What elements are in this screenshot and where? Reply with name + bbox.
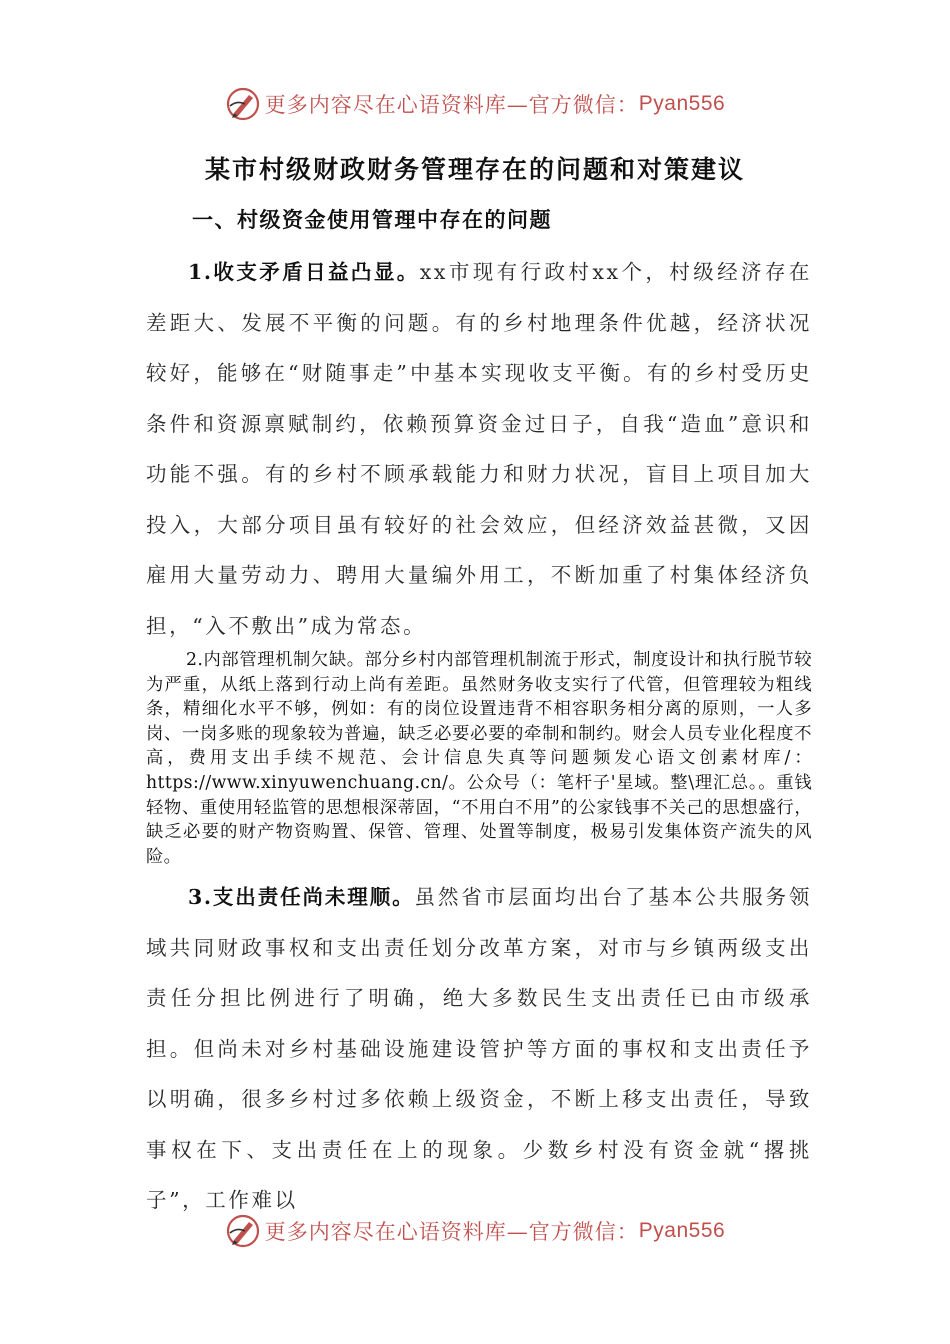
paragraph-1 (146, 247, 812, 651)
banner-wechat-id: Pyan556 (638, 92, 726, 115)
paragraph-3-body: 虽然省市层面均出台了基本公共服务领域共同财政事权和支出责任划分改革方案，对市与乡镇两级支出责任分担比例进行了明确，绝大多数民生支出责任已由市级承担。但尚未对乡村基础设施建设管护等方面的事权和支出责任予以明确，很多乡村过多依赖上级资金，不断上移支出责任，导致事权在下、支出责任在上的现象。少数乡村没有资金就“撂挑子”，工作难以 (146, 885, 812, 1212)
pen-logo-icon (225, 1213, 261, 1249)
paragraph-3 (146, 872, 812, 1212)
paragraph-2: 2.内部管理机制欠缺。部分乡村内部管理机制流于形式，制度设计和执行脱节较为严重，从纸上落到行动上尚有差距。虽然财务收支实行了代管，但管理较为粗线条，精细化水平不够，例如：有的岗位设置违背不相容职务相分离的原则，一人多岗、一岗多账的现象较为普遍，缺乏必要必要的牵制和制约。财会人员专业化程度不高，费用支出手续不规范、会计信息失真等问题频发心语文创素材库/：https://www.xinyuwenchuang.cn/。公众号（：笔杆子'星域。整\理汇总。。重钱轻物、重使用轻监管的思想根深蒂固，“不用白不用”的公家钱事不关己的思想盛行，缺乏必要的财产物资购置、保管、管理、处置等制度，极易引发集体资产流失的风险。 (146, 650, 812, 867)
paragraph-1-lead: 1.收支矛盾日益凸显。 (188, 260, 420, 284)
section-heading: 一、村级资金使用管理中存在的问题 (192, 207, 552, 232)
paragraph-3-lead: 3.支出责任尚未理顺。 (188, 885, 415, 909)
paragraph-1-body: xx市现有行政村xx个，村级经济存在差距大、发展不平衡的问题。有的乡村地理条件优越，经济状况较好，能够在“财随事走”中基本实现收支平衡。有的乡村受历史条件和资源禀赋制约，依赖预算资金过日子，自我“造血”意识和功能不强。有的乡村不顾承载能力和财力状况，盲目上项目加大投入，大部分项目虽有较好的社会效应，但经济效益甚微，又因雇用大量劳动力、聘用大量编外用工，不断加重了村集体经济负担，“入不敷出”成为常态。 (146, 260, 812, 638)
header-banner (0, 84, 950, 124)
pen-logo-icon (225, 86, 261, 122)
footer-banner (0, 1211, 950, 1251)
banner-text: 更多内容尽在心语资料库—官方微信： (264, 1220, 639, 1244)
banner-wechat-id: Pyan556 (638, 1219, 726, 1242)
banner-text: 更多内容尽在心语资料库—官方微信： (264, 93, 639, 117)
document-title: 某市村级财政财务管理存在的问题和对策建议 (204, 155, 745, 184)
